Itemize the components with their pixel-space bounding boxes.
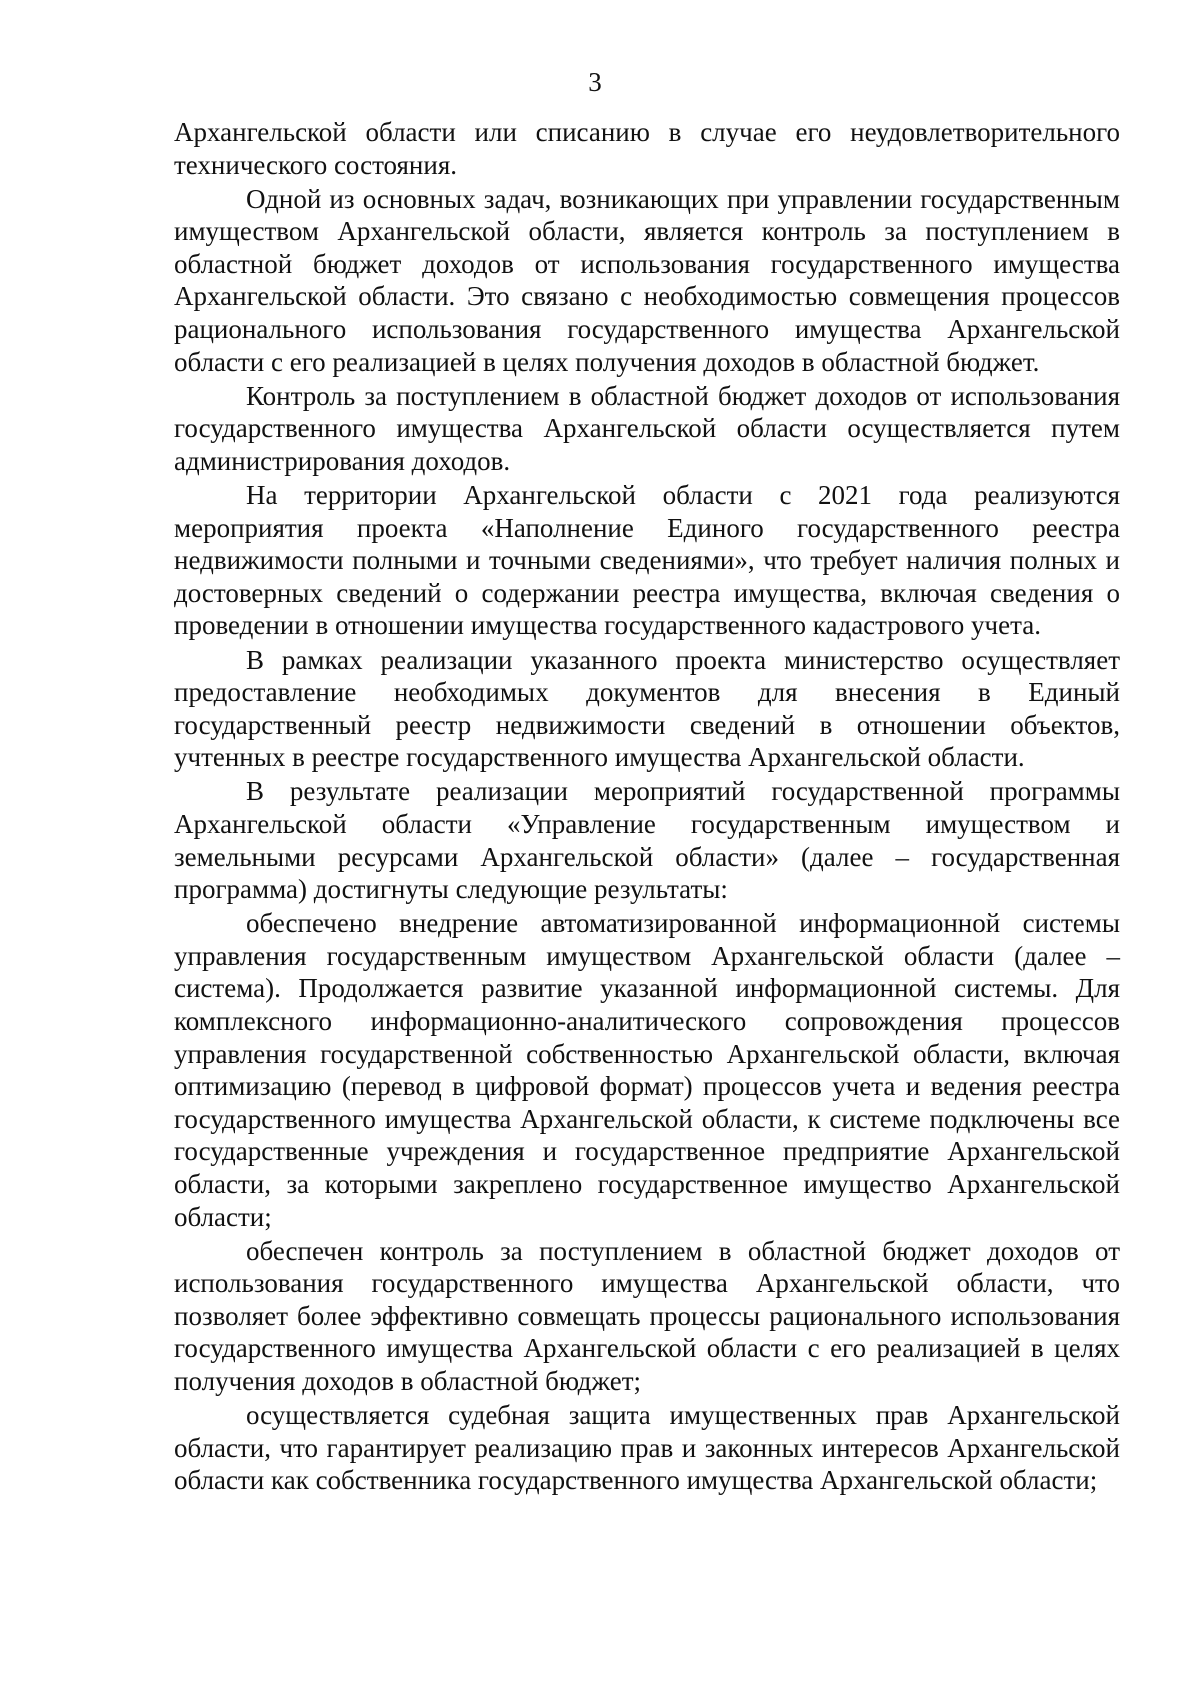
paragraph-program-results: В результате реализации мероприятий государственной программы Архангельской области «Управление государственным имуществом и земельными ресурсами Архангельской области» (далее – государственная программа) достигнуты следующие результаты: — [174, 776, 1120, 905]
document-body — [174, 116, 1120, 1498]
paragraph-ministry-documents: В рамках реализации указанного проекта министерство осуществляет предоставление необходимых документов для внесения в Единый государственный реестр недвижимости сведений в отношении объектов, учтенных в реестре государственного имущества Архангельской области. — [174, 644, 1120, 773]
paragraph-control-task: Одной из основных задач, возникающих при управлении государственным имуществом Архангельской области, является контроль за поступлением в областной бюджет доходов от использования государственного имущества Архангельской области. Это связано с необходимостью совмещения процессов рационального использования государственного имущества Архангельской области с его реализацией в целях получения доходов в областной бюджет. — [174, 183, 1120, 377]
paragraph-control-administration: Контроль за поступлением в областной бюджет доходов от использования государственного имущества Архангельской области осуществляется путем администрирования доходов. — [174, 380, 1120, 476]
paragraph-continuation: Архангельской области или списанию в случае его неудовлетворительного технического состояния. — [174, 117, 1120, 180]
paragraph-judicial-protection: осуществляется судебная защита имущественных прав Архангельской области, что гарантирует реализацию прав и законных интересов Архангельской области как собственника государственного имущества Архангельской области; — [174, 1400, 1120, 1496]
page-number: 3 — [588, 67, 602, 97]
paragraph-income-control: обеспечен контроль за поступлением в областной бюджет доходов от использования государственного имущества Архангельской области, что позволяет более эффективно совмещать процессы рационального использования государственного имущества Архангельской области с его реализацией в целях получения доходов в областной бюджет; — [174, 1235, 1120, 1397]
paragraph-information-system: обеспечено внедрение автоматизированной информационной системы управления государственным имуществом Архангельской области (далее – система). Продолжается развитие указанной информационной системы. Для комплексного информационно-аналитического сопровождения процессов управления государственной собственностью Архангельской области, включая оптимизацию (перевод в цифровой формат) процессов учета и ведения реестра государственного имущества Архангельской области, к системе подключены все государственные учреждения и государственное предприятие Архангельской области, за которыми закреплено государственное имущество Архангельской области; — [174, 908, 1120, 1232]
paragraph-registry-project: На территории Архангельской области с 2021 года реализуются мероприятия проекта «Наполнение Единого государственного реестра недвижимости полными и точными сведениями», что требует наличия полных и достоверных сведений о содержании реестра имущества, включая сведения о проведении в отношении имущества государственного кадастрового учета. — [174, 480, 1120, 641]
